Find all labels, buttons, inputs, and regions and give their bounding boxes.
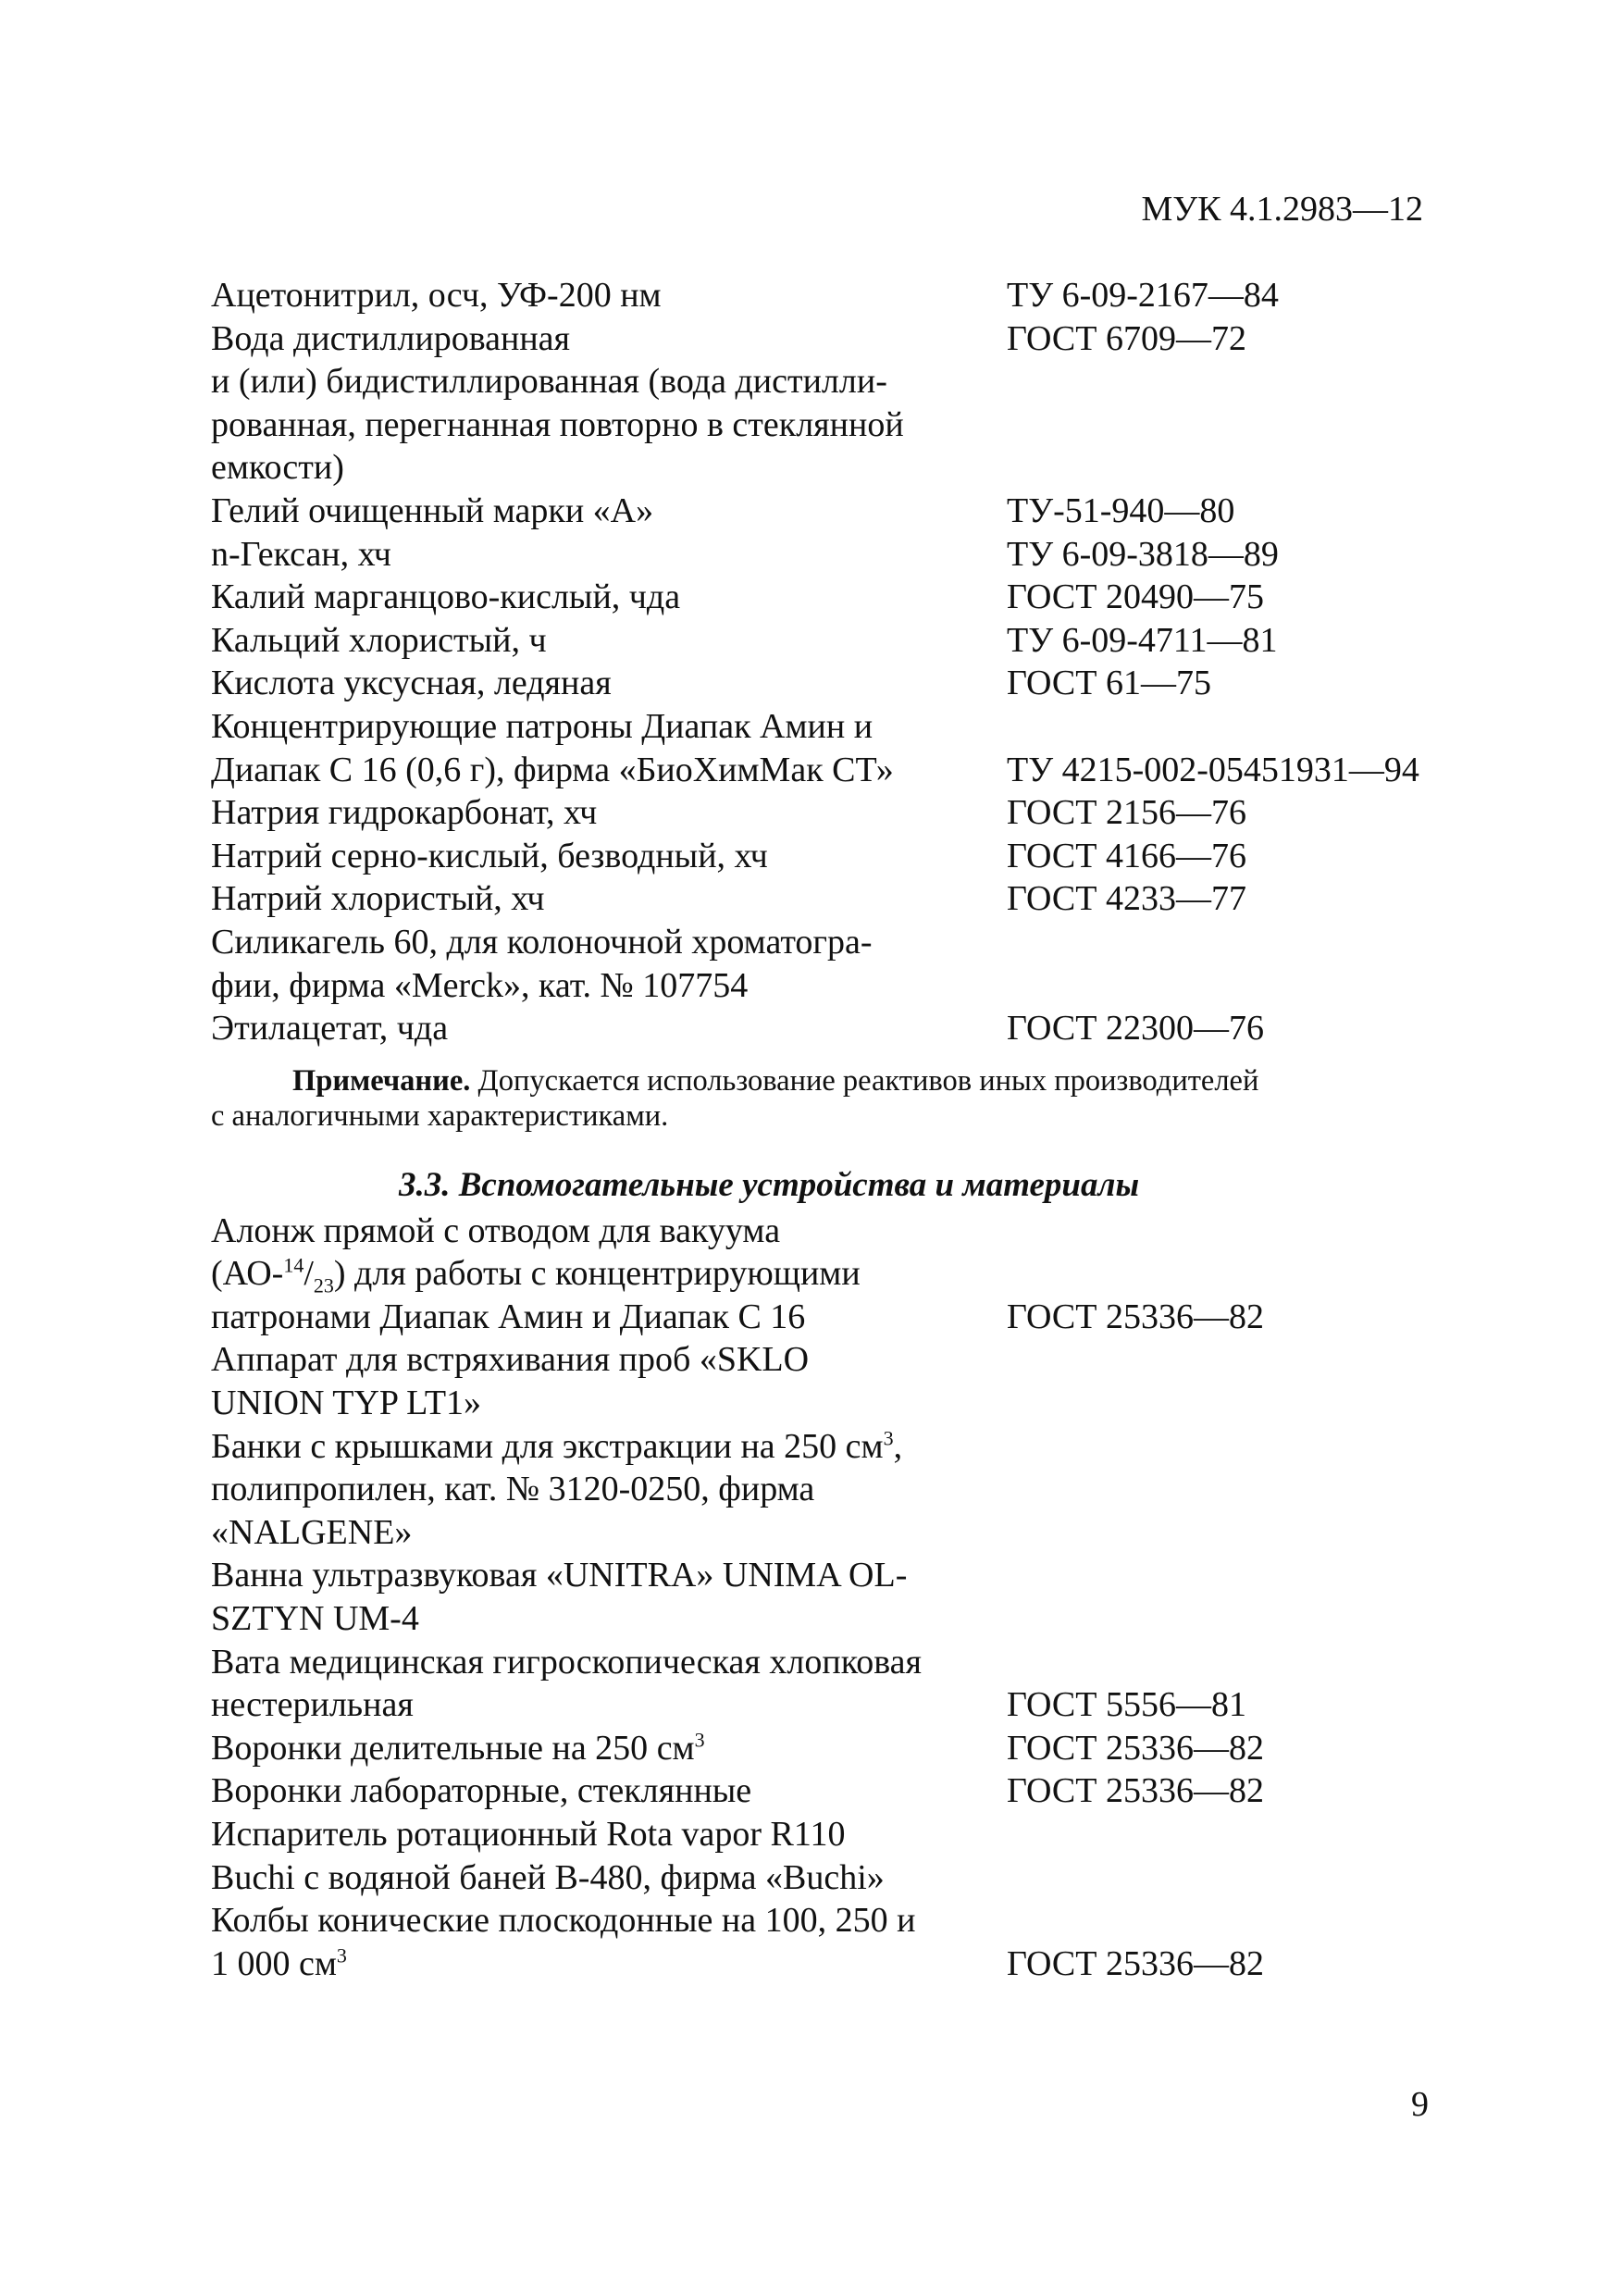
equipment-row-name <box>211 1210 1007 1339</box>
reagent-row <box>211 921 1460 1007</box>
equipment-row-name-line: «NALGENE» <box>211 1512 413 1552</box>
reagent-row-standard: ГОСТ 4233—77 <box>1007 879 1246 919</box>
equipment-row-standard: ГОСТ 25336—82 <box>1007 1771 1264 1811</box>
reagent-row-name-line: и (или) бидистиллированная (вода дистилли- <box>211 362 887 402</box>
page-header-doc-code: МУК 4.1.2983—12 <box>1141 190 1423 229</box>
equipment-row <box>211 1554 1460 1640</box>
equipment-row-standard: ГОСТ 25336—82 <box>1007 1728 1264 1768</box>
reagent-row-name-line: емкости) <box>211 448 344 488</box>
reagent-row-name <box>211 921 1007 1007</box>
reagent-row-standard: ТУ-51-940—80 <box>1007 490 1235 530</box>
reagent-row-name-line: рованная, перегнанная повторно в стеклянной <box>211 404 904 444</box>
reagent-row-standard: ГОСТ 6709—72 <box>1007 318 1246 358</box>
equipment-row-name-line: патронами Диапак Амин и Диапак С 16 <box>211 1297 806 1336</box>
equipment-row-name <box>211 1769 1007 1813</box>
equipment-row-name-line: $(АО-^{14}/_{23})$ для работы с концентрирующими <box>211 1253 861 1297</box>
reagent-row-name <box>211 791 1007 835</box>
equipment-row-name-line: Воронки лабораторные, стеклянные <box>211 1771 752 1811</box>
reagent-row <box>211 662 1460 705</box>
reagent-row-name <box>211 274 1007 317</box>
reagent-row <box>211 791 1460 835</box>
reagent-row-name <box>211 705 1007 791</box>
reagent-row-name <box>211 576 1007 619</box>
reagent-row-name <box>211 662 1007 705</box>
reagent-row-name <box>211 835 1007 878</box>
equipment-row-name <box>211 1813 1007 1899</box>
reagent-row <box>211 317 1460 490</box>
reagent-row-name-line: Кальций хлористый, ч <box>211 620 547 660</box>
reagent-row <box>211 705 1460 791</box>
equipment-row-name-line: Вата медицинская гигроскопическая хлопковая <box>211 1642 923 1682</box>
reagent-row-name-line: Диапак С 16 (0,6 г), фирма «БиоХимМак СТ» <box>211 750 894 789</box>
equipment-row-name-line: Алонж прямой с отводом для вакуума <box>211 1210 781 1250</box>
equipment-row <box>211 1769 1460 1813</box>
reagent-row-name-line: Этилацетат, чда <box>211 1009 449 1049</box>
equipment-row-name-line: UNION TYP LT1» <box>211 1384 482 1423</box>
equipment-list <box>211 1210 1460 1986</box>
reagent-row <box>211 576 1460 619</box>
reagent-row <box>211 1007 1460 1050</box>
reagent-row-name-line: Калий марганцово-кислый, чда <box>211 577 681 617</box>
note <box>211 1063 1460 1134</box>
reagent-row-name-line: Вода дистиллированная <box>211 318 571 358</box>
equipment-row-name-line: полипропилен, кат. № 3120-0250, фирма <box>211 1470 815 1509</box>
note-line-1 <box>211 1063 1460 1098</box>
note-label: Примечание. <box>292 1063 471 1098</box>
note-line-2: с аналогичными характеристиками. <box>211 1098 669 1133</box>
equipment-row-name <box>211 1899 1007 1985</box>
equipment-row-name <box>211 1727 1007 1770</box>
equipment-row-name-line: Воронки делительные на 250 $см^3$ <box>211 1728 705 1768</box>
reagent-row-standard: ТУ 4215-002-05451931—94 <box>1007 750 1419 789</box>
reagent-row-name-line: n-Гексан, хч <box>211 534 391 574</box>
reagent-row-name <box>211 490 1007 533</box>
equipment-row-name-line: SZTYN UM-4 <box>211 1599 419 1639</box>
equipment-row-name-line: Испаритель ротационный Rota vapor R110 <box>211 1815 846 1854</box>
equipment-row-standard: ГОСТ 5556—81 <box>1007 1685 1246 1725</box>
equipment-row-standard: ГОСТ 25336—82 <box>1007 1943 1264 1983</box>
reagents-list <box>211 274 1460 1050</box>
note-text-1: Допускается использование реактивов иных производителей <box>477 1063 1259 1098</box>
reagent-row-standard: ТУ 6-09-2167—84 <box>1007 276 1279 315</box>
reagent-row-standard: ГОСТ 22300—76 <box>1007 1009 1264 1049</box>
reagent-row <box>211 877 1460 921</box>
equipment-row-name <box>211 1338 1007 1424</box>
equipment-row-name <box>211 1641 1007 1727</box>
reagent-row-name-line: Концентрирующие патроны Диапак Амин и <box>211 706 873 746</box>
reagent-row-standard: ТУ 6-09-4711—81 <box>1007 620 1278 660</box>
reagent-row-name-line: Натрий хлористый, хч <box>211 879 545 919</box>
equipment-row <box>211 1813 1460 1899</box>
equipment-row <box>211 1338 1460 1424</box>
reagent-row-standard: ГОСТ 61—75 <box>1007 664 1211 703</box>
reagent-row-standard: ГОСТ 20490—75 <box>1007 577 1264 617</box>
reagent-row <box>211 619 1460 663</box>
equipment-row-name-line: 1 000 $см^3$ <box>211 1943 347 1983</box>
equipment-row-name <box>211 1425 1007 1555</box>
equipment-row <box>211 1727 1460 1770</box>
reagent-row-standard: ГОСТ 2156—76 <box>1007 793 1246 833</box>
reagent-row-name <box>211 877 1007 921</box>
equipment-row-name-line: Ванна ультразвуковая «UNITRA» UNIMA OL- <box>211 1556 908 1595</box>
equipment-row <box>211 1899 1460 1985</box>
equipment-row-name-line: нестерильная <box>211 1685 414 1725</box>
reagent-row <box>211 533 1460 577</box>
reagent-row-name-line: Ацетонитрил, осч, УФ-200 нм <box>211 276 662 315</box>
reagent-row-name <box>211 1007 1007 1050</box>
reagent-row <box>211 274 1460 317</box>
reagent-row-standard: ТУ 6-09-3818—89 <box>1007 534 1279 574</box>
reagent-row-name <box>211 533 1007 577</box>
reagent-row-name <box>211 619 1007 663</box>
equipment-row <box>211 1641 1460 1727</box>
reagent-row-name-line: Силикагель 60, для колоночной хроматогра- <box>211 922 873 962</box>
reagent-row-name <box>211 317 1007 490</box>
equipment-row-name <box>211 1554 1007 1640</box>
reagent-row-name-line: Натрия гидрокарбонат, хч <box>211 793 598 833</box>
equipment-row-name-line: Банки с крышками для экстракции на 250 $см^3$, <box>211 1426 903 1466</box>
equipment-row <box>211 1425 1460 1555</box>
reagent-row-name-line: Гелий очищенный марки «А» <box>211 490 654 530</box>
equipment-row <box>211 1210 1460 1339</box>
reagent-row <box>211 490 1460 533</box>
reagent-row <box>211 835 1460 878</box>
reagent-row-name-line: Кислота уксусная, ледяная <box>211 664 612 703</box>
equipment-row-standard: ГОСТ 25336—82 <box>1007 1297 1264 1336</box>
reagent-row-name-line: фии, фирма «Merck», кат. № 107754 <box>211 965 749 1005</box>
reagent-row-standard: ГОСТ 4166—76 <box>1007 836 1246 875</box>
equipment-row-name-line: Колбы конические плоскодонные на 100, 250 и <box>211 1901 916 1941</box>
document-body <box>211 274 1460 1985</box>
reagent-row-name-line: Натрий серно-кислый, безводный, хч <box>211 836 768 875</box>
section-heading: 3.3. Вспомогательные устройства и материалы <box>399 1165 1140 1204</box>
page-number: 9 <box>1411 2085 1429 2124</box>
equipment-row-name-line: Buchi с водяной баней B-480, фирма «Buchi» <box>211 1857 885 1897</box>
equipment-row-name-line: Аппарат для встряхивания проб «SKLO <box>211 1340 810 1380</box>
